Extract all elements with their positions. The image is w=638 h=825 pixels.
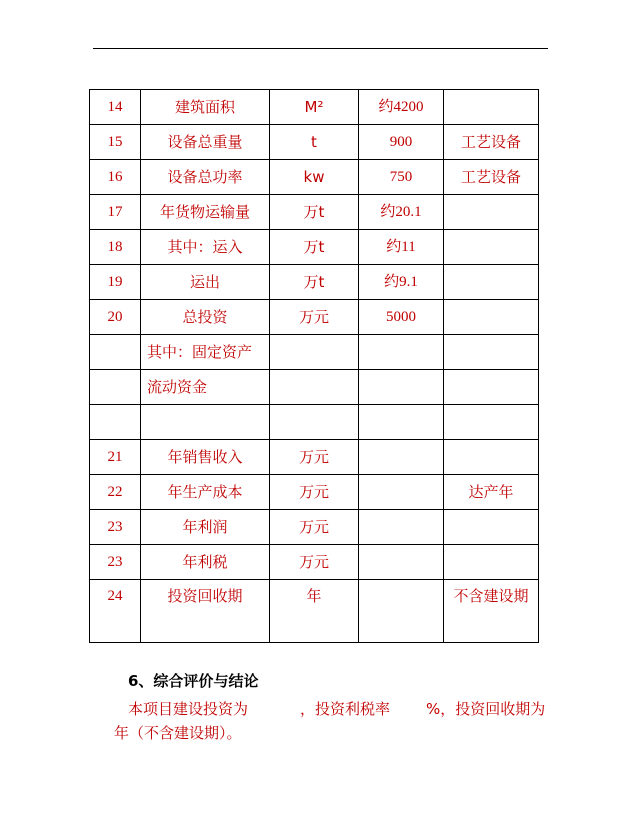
cell-no: 16 xyxy=(90,160,141,195)
cell-note xyxy=(444,300,539,335)
cell-value xyxy=(359,510,444,545)
cell-value: 900 xyxy=(359,125,444,160)
cell-item: 设备总重量 xyxy=(141,125,270,160)
cell-no: 14 xyxy=(90,90,141,125)
cell-value xyxy=(359,545,444,580)
cell-no: 22 xyxy=(90,475,141,510)
cell-value: 约11 xyxy=(359,230,444,265)
table-row xyxy=(90,300,539,335)
cell-note xyxy=(444,90,539,125)
conclusion-text-1: 本项目建设投资为 xyxy=(128,700,249,718)
cell-item: 年货物运输量 xyxy=(141,195,270,230)
cell-value: 5000 xyxy=(359,300,444,335)
cell-note xyxy=(444,195,539,230)
cell-unit: 万元 xyxy=(270,510,359,545)
cell-unit: kw xyxy=(270,160,359,195)
cell-unit: t xyxy=(270,125,359,160)
cell-item: 年销售收入 xyxy=(141,440,270,475)
cell-note xyxy=(444,510,539,545)
cell-value: 约4200 xyxy=(359,90,444,125)
cell-note xyxy=(444,545,539,580)
conclusion-text-2: ，投资利税率 xyxy=(300,700,391,718)
cell-no xyxy=(90,405,141,440)
table-row xyxy=(90,90,539,125)
table-row xyxy=(90,370,539,405)
conclusion-paragraph xyxy=(96,697,556,745)
cell-unit: M² xyxy=(270,90,359,125)
table-row xyxy=(90,405,539,440)
cell-no: 20 xyxy=(90,300,141,335)
table-row xyxy=(90,475,539,510)
cell-item: 投资回收期 xyxy=(141,580,270,643)
cell-item: 年利税 xyxy=(141,545,270,580)
table-row xyxy=(90,160,539,195)
cell-no: 15 xyxy=(90,125,141,160)
cell-item: 其中：固定资产 xyxy=(141,335,270,370)
cell-item: 年利润 xyxy=(141,510,270,545)
cell-no xyxy=(90,335,141,370)
cell-value xyxy=(359,475,444,510)
conclusion-text-3: %，投资回收期为 xyxy=(426,700,546,718)
cell-item: 设备总功率 xyxy=(141,160,270,195)
table-row xyxy=(90,545,539,580)
cell-note xyxy=(444,440,539,475)
cell-unit: 万元 xyxy=(270,475,359,510)
header-rule xyxy=(93,48,548,49)
cell-note xyxy=(444,335,539,370)
cell-note xyxy=(444,230,539,265)
cell-note xyxy=(444,405,539,440)
cell-note: 工艺设备 xyxy=(444,125,539,160)
cell-unit xyxy=(270,335,359,370)
cell-unit: 万t xyxy=(270,265,359,300)
cell-item: 其中：运入 xyxy=(141,230,270,265)
cell-item: 年生产成本 xyxy=(141,475,270,510)
table-row xyxy=(90,230,539,265)
cell-no: 19 xyxy=(90,265,141,300)
cell-unit: 万元 xyxy=(270,440,359,475)
cell-note: 工艺设备 xyxy=(444,160,539,195)
cell-value xyxy=(359,370,444,405)
conclusion-text-4: 年（不含建设期）。 xyxy=(114,724,242,742)
table-row xyxy=(90,440,539,475)
project-indicator-table xyxy=(89,89,539,643)
cell-value xyxy=(359,580,444,643)
cell-no: 17 xyxy=(90,195,141,230)
cell-value xyxy=(359,335,444,370)
cell-note: 不含建设期 xyxy=(444,580,539,643)
cell-note xyxy=(444,370,539,405)
table-row xyxy=(90,265,539,300)
table-row xyxy=(90,125,539,160)
cell-note xyxy=(444,265,539,300)
section-title: 6、综合评价与结论 xyxy=(128,672,259,690)
cell-item: 流动资金 xyxy=(141,370,270,405)
cell-no: 23 xyxy=(90,510,141,545)
table-row xyxy=(90,580,539,643)
cell-value: 约9.1 xyxy=(359,265,444,300)
cell-unit: 万元 xyxy=(270,300,359,335)
cell-no xyxy=(90,370,141,405)
cell-item: 总投资 xyxy=(141,300,270,335)
cell-item: 运出 xyxy=(141,265,270,300)
cell-no: 23 xyxy=(90,545,141,580)
cell-value xyxy=(359,440,444,475)
cell-item xyxy=(141,405,270,440)
cell-value xyxy=(359,405,444,440)
cell-no: 18 xyxy=(90,230,141,265)
cell-unit: 万t xyxy=(270,230,359,265)
cell-unit xyxy=(270,370,359,405)
cell-no: 24 xyxy=(90,580,141,643)
cell-item: 建筑面积 xyxy=(141,90,270,125)
cell-value: 约20.1 xyxy=(359,195,444,230)
cell-unit: 万t xyxy=(270,195,359,230)
cell-no: 21 xyxy=(90,440,141,475)
cell-unit xyxy=(270,405,359,440)
cell-unit: 万元 xyxy=(270,545,359,580)
cell-note: 达产年 xyxy=(444,475,539,510)
cell-unit: 年 xyxy=(270,580,359,643)
cell-value: 750 xyxy=(359,160,444,195)
table-row xyxy=(90,510,539,545)
table-row xyxy=(90,195,539,230)
table-row xyxy=(90,335,539,370)
